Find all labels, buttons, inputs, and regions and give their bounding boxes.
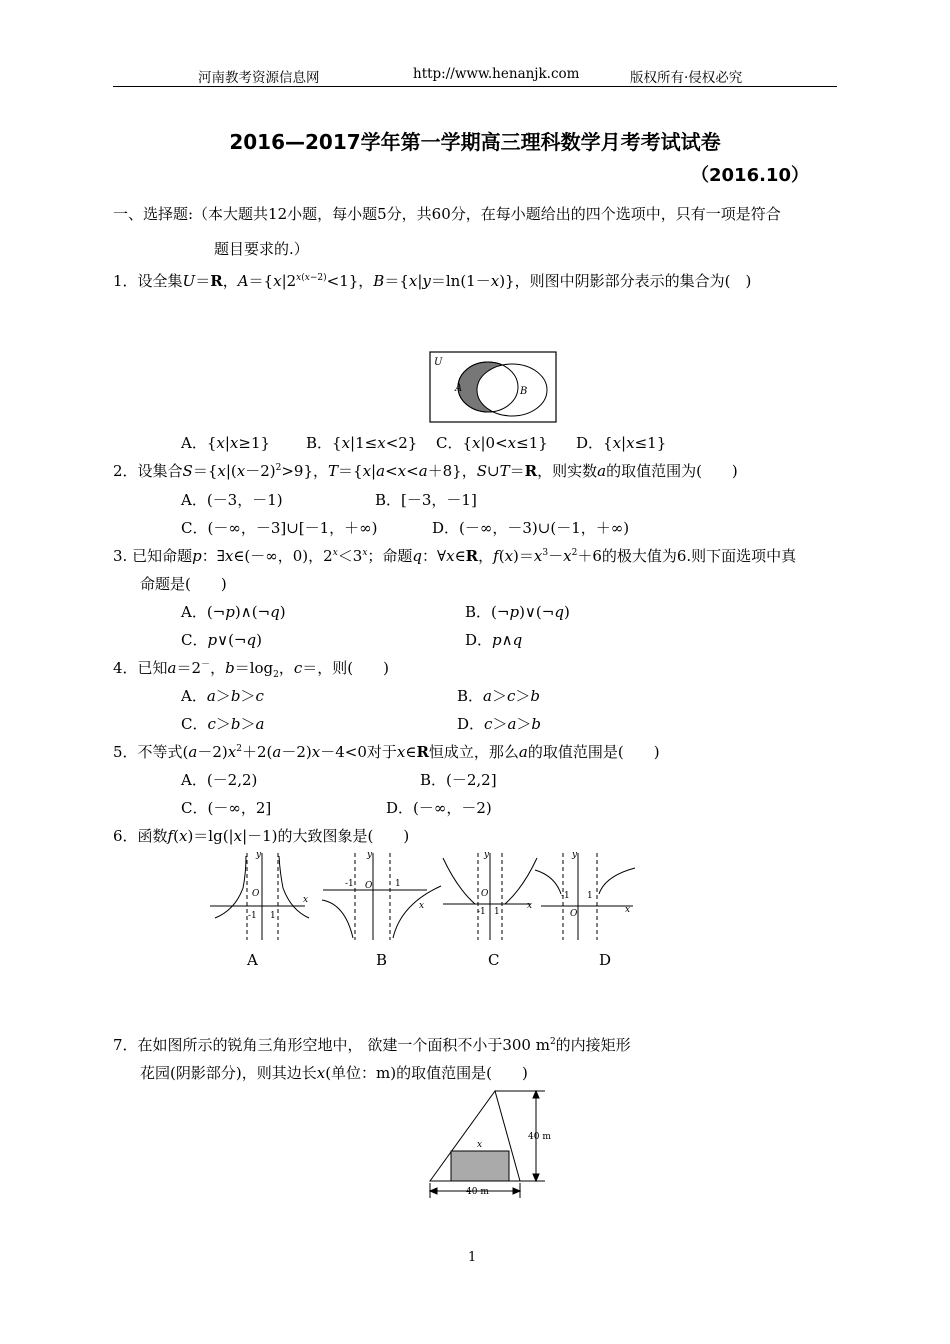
svg-text:x: x [419,901,425,911]
q6-stem: 6．函数f(x)＝lg(|x|－1)的大致图象是( ) [113,827,410,845]
section-intro-line1: 一、选择题:（本大题共12小题，每小题5分，共60分，在每小题给出的四个选项中，只有一项是符合 [113,205,781,223]
q2-option-d[interactable]: D．(－∞，－3)∪(－1，＋∞) [432,519,630,537]
svg-text:-1: -1 [345,879,354,889]
q5-option-b[interactable]: B．(－2,2] [420,771,497,789]
q6-label-d[interactable]: D [599,951,612,969]
header-site-name: 河南教考资源信息网 [198,70,320,86]
svg-text:O: O [570,909,578,919]
svg-text:O: O [481,889,489,899]
q1-option-a[interactable]: A．{x|x≥1} [181,434,271,452]
q3-stem-line1: 3. 已知命题p：∃x∈(－∞，0)，$2^x<3^x$；命题q：∀x∈R，$f(x)=x^3-x^2+6$的极大值为6.则下面选项中真 [113,547,797,565]
svg-text:y: y [572,850,578,860]
q7-stem-line1: 7．在如图所示的锐角三角形空地中， 欲建一个面积不小于300 $m^2$的内接矩形 [113,1036,631,1054]
exam-date: （2016.10） [691,165,809,186]
page-number: 1 [468,1250,477,1265]
q4-option-b[interactable]: B．a＞c＞b [457,687,541,705]
q4-option-d[interactable]: D．c＞a＞b [457,715,542,733]
q1-stem: 1．设全集U＝R，$A=\{x|2^{x(x-2)}<1\}$，B＝{x|y＝ln(1－x)}，则图中阴影部分表示的集合为( ) [113,272,752,290]
svg-text:1: 1 [494,907,500,917]
svg-text:1: 1 [270,911,276,921]
q2-option-a[interactable]: A．(－3，－1) [181,491,283,509]
svg-text:x: x [303,895,309,905]
q6-graphs [205,848,645,944]
q1-option-d[interactable]: D．{x|x≤1} [576,434,667,452]
q3-option-b[interactable]: B．(¬p)∨(¬q) [465,603,570,621]
svg-text:y: y [484,850,490,860]
q5-stem: 5．不等式$(a-2)x^2+2(a-2)x-4<0$对于x∈R恒成立，那么a的取值范围是( ) [113,743,660,761]
svg-text:1: 1 [587,891,593,901]
q6-label-b[interactable]: B [376,951,388,969]
q4-stem: 4．已知a＝2－，$b=\log_2$，c＝，则( ) [113,659,389,680]
q6-label-c[interactable]: C [488,951,500,969]
header-divider [113,86,837,87]
venn-a-label: A [455,383,463,394]
svg-text:x: x [527,901,533,911]
q3-option-c[interactable]: C．p∨(¬q) [181,631,262,649]
q6-label-a[interactable]: A [247,951,258,969]
svg-text:x: x [477,1140,483,1150]
q4-option-c[interactable]: C．c＞b＞a [181,715,265,733]
section-intro-line2: 题目要求的.） [214,240,309,258]
svg-text:40 m: 40 m [466,1187,489,1197]
q4-option-a[interactable]: A．a＞b＞c [181,687,264,705]
svg-text:x: x [625,905,631,915]
header-copyright: 版权所有·侵权必究 [630,70,743,86]
svg-text:-1: -1 [248,911,257,921]
q5-option-c[interactable]: C．(－∞，2] [181,799,272,817]
q3-option-d[interactable]: D．p∧q [465,631,523,649]
venn-u-label: U [434,357,443,368]
svg-text:-1: -1 [477,907,486,917]
venn-b-label: B [520,386,528,397]
svg-text:y: y [367,850,373,860]
header-url[interactable]: http://www.henanjk.com [413,66,580,82]
q3-option-a[interactable]: A．(¬p)∧(¬q) [181,603,286,621]
q1-venn-diagram [428,350,558,425]
q2-stem: 2．设集合$S=\{x|(x-2)^2>9\}$，T＝{x|a<x<a＋8}，S∪T＝R，则实数a的取值范围为( ) [113,462,738,480]
q2-option-b[interactable]: B．[－3，－1] [375,491,477,509]
q2-option-c[interactable]: C．(－∞，－3]∪[－1，＋∞) [181,519,378,537]
svg-text:-1: -1 [561,891,570,901]
page-title: 2016—2017学年第一学期高三理科数学月考考试试卷 [229,130,721,154]
q3-stem-line2: 命题是( ) [140,575,227,593]
q7-stem-line2: 花园(阴影部分)，则其边长x(单位：m)的取值范围是( ) [140,1064,528,1082]
q1-option-c[interactable]: C．{x|0<x≤1} [436,434,548,452]
svg-text:y: y [256,850,262,860]
svg-text:1: 1 [395,879,401,889]
svg-text:O: O [365,881,373,891]
q1-option-b[interactable]: B．{x|1≤x<2} [306,434,418,452]
q5-option-d[interactable]: D．(－∞，－2) [386,799,492,817]
q7-triangle-figure [420,1086,560,1208]
svg-text:40 m: 40 m [528,1132,551,1142]
svg-text:O: O [252,889,260,899]
q5-option-a[interactable]: A．(－2,2) [181,771,258,789]
